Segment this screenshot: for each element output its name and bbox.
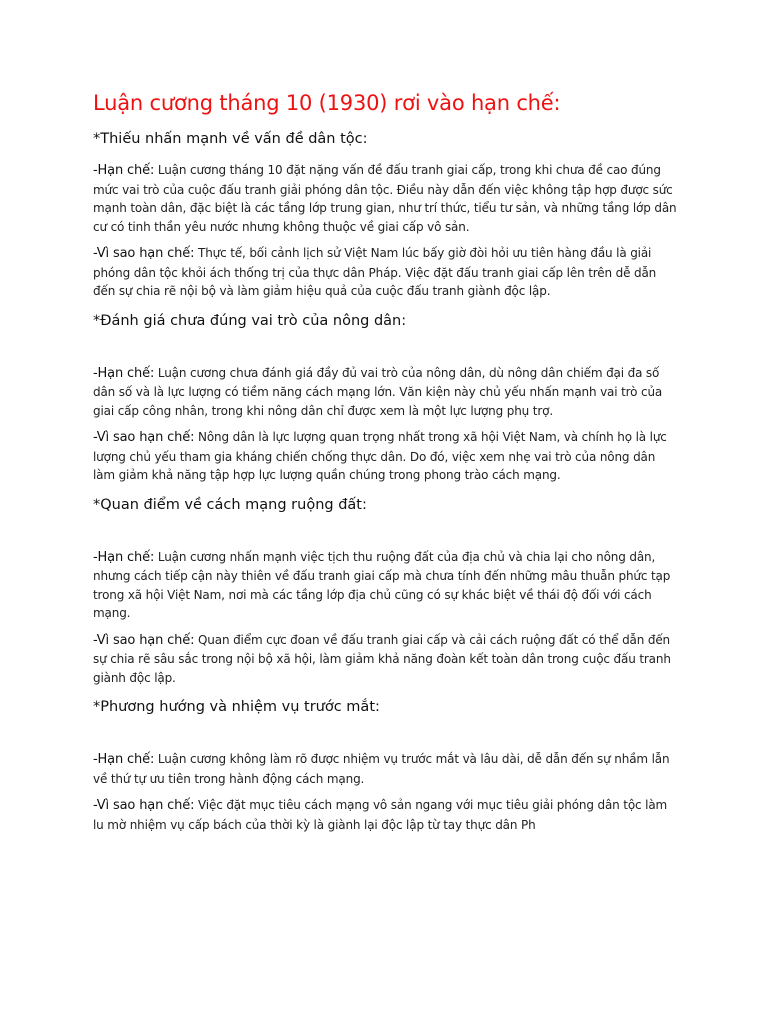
limitation-paragraph — [93, 750, 678, 788]
reason-text: Nông dân là lực lượng quan trọng nhất trong xã hội Việt Nam, và chính họ là lực lượng chủ yếu tham gia kháng chiến chống thực dân. Do đó, việc xem nhẹ vai trò của nông dân làm giảm khả năng tập hợp lực lượng quần chúng trong phong trào cách mạng. — [93, 430, 667, 482]
limitation-label: -Hạn chế: — [93, 752, 155, 767]
limitation-paragraph — [93, 364, 678, 421]
section-heading: *Phương hướng và nhiệm vụ trước mắt: — [93, 699, 380, 715]
limitation-label: -Hạn chế: — [93, 163, 155, 178]
limitation-label: -Hạn chế: — [93, 365, 155, 381]
reason-label: -Vì sao hạn chế: — [93, 632, 195, 648]
reason-text: Thực tế, bối cảnh lịch sử Việt Nam lúc bấy giờ đòi hỏi ưu tiên hàng đầu là giải phóng dân tộc khỏi ách thống trị của thực dân Pháp. Việc đặt đấu tranh giai cấp lên trên dễ dẫn đến sự chia rẽ nội bộ và làm giảm hiệu quả của cuộc đấu tranh giành độc lập. — [93, 246, 657, 298]
reason-paragraph — [93, 796, 678, 834]
limitation-paragraph — [93, 161, 678, 236]
reason-paragraph — [93, 631, 678, 688]
reason-label: -Vì sao hạn chế: — [93, 798, 195, 813]
section-heading: *Thiếu nhấn mạnh về vấn đề dân tộc: — [93, 131, 368, 147]
limitation-text: Luận cương nhấn mạnh việc tịch thu ruộng đất của địa chủ và chia lại cho nông dân, nhưng cách tiếp cận này thiên về đấu tranh giai cấp mà chưa tính đến những mâu thuẫn phức tạp trong xã hội Việt Nam, nơi mà các tầng lớp địa chủ cũng có sự khác biệt về thái độ đối với cách mạng. — [93, 549, 671, 620]
section-national-question — [93, 129, 678, 301]
document-page — [93, 88, 678, 834]
reason-text: Việc đặt mục tiêu cách mạng vô sản ngang với mục tiêu giải phóng dân tộc làm lu mờ nhiệm vụ cấp bách của thời kỳ là giành lại độc lập từ tay thực dân Ph — [93, 798, 668, 832]
section-land-revolution — [93, 495, 678, 688]
section-peasant-role — [93, 311, 678, 485]
limitation-text: Luận cương tháng 10 đặt nặng vấn đề đấu tranh giai cấp, trong khi chưa đề cao đúng mức vai trò của cuộc đấu tranh giải phóng dân tộc. Điều này dẫn đến việc không tập hợp được sức mạnh toàn dân, đặc biệt là các tầng lớp trung gian, như trí thức, tiểu tư sản, và những tầng lớp dân cư có tinh thần yêu nước nhưng không thuộc về giai cấp vô sản. — [93, 163, 677, 234]
document-title: Luận cương tháng 10 (1930) rơi vào hạn chế: — [93, 91, 561, 115]
reason-label: -Vì sao hạn chế: — [93, 246, 195, 261]
limitation-paragraph — [93, 548, 678, 623]
section-heading: *Quan điểm về cách mạng ruộng đất: — [93, 496, 367, 513]
section-immediate-tasks — [93, 697, 678, 834]
limitation-text: Luận cương không làm rõ được nhiệm vụ trước mắt và lâu dài, dễ dẫn đến sự nhầm lẫn về thứ tự ưu tiên trong hành động cách mạng. — [93, 752, 670, 786]
reason-paragraph — [93, 428, 678, 485]
limitation-text: Luận cương chưa đánh giá đầy đủ vai trò của nông dân, dù nông dân chiếm đại đa số dân số và là lực lượng có tiềm năng cách mạng lớn. Văn kiện này chủ yếu nhấn mạnh vai trò của giai cấp công nhân, trong khi nông dân chỉ được xem là một lực lượng phụ trợ. — [93, 365, 663, 418]
limitation-label: -Hạn chế: — [93, 549, 155, 565]
reason-label: -Vì sao hạn chế: — [93, 430, 195, 445]
reason-text: Quan điểm cực đoan về đấu tranh giai cấp và cải cách ruộng đất có thể dẫn đến sự chia rẽ sâu sắc trong nội bộ xã hội, làm giảm khả năng đoàn kết toàn dân trong cuộc đấu tranh giành độc lập. — [93, 632, 671, 685]
reason-paragraph — [93, 244, 678, 301]
section-heading: *Đánh giá chưa đúng vai trò của nông dân: — [93, 312, 407, 329]
